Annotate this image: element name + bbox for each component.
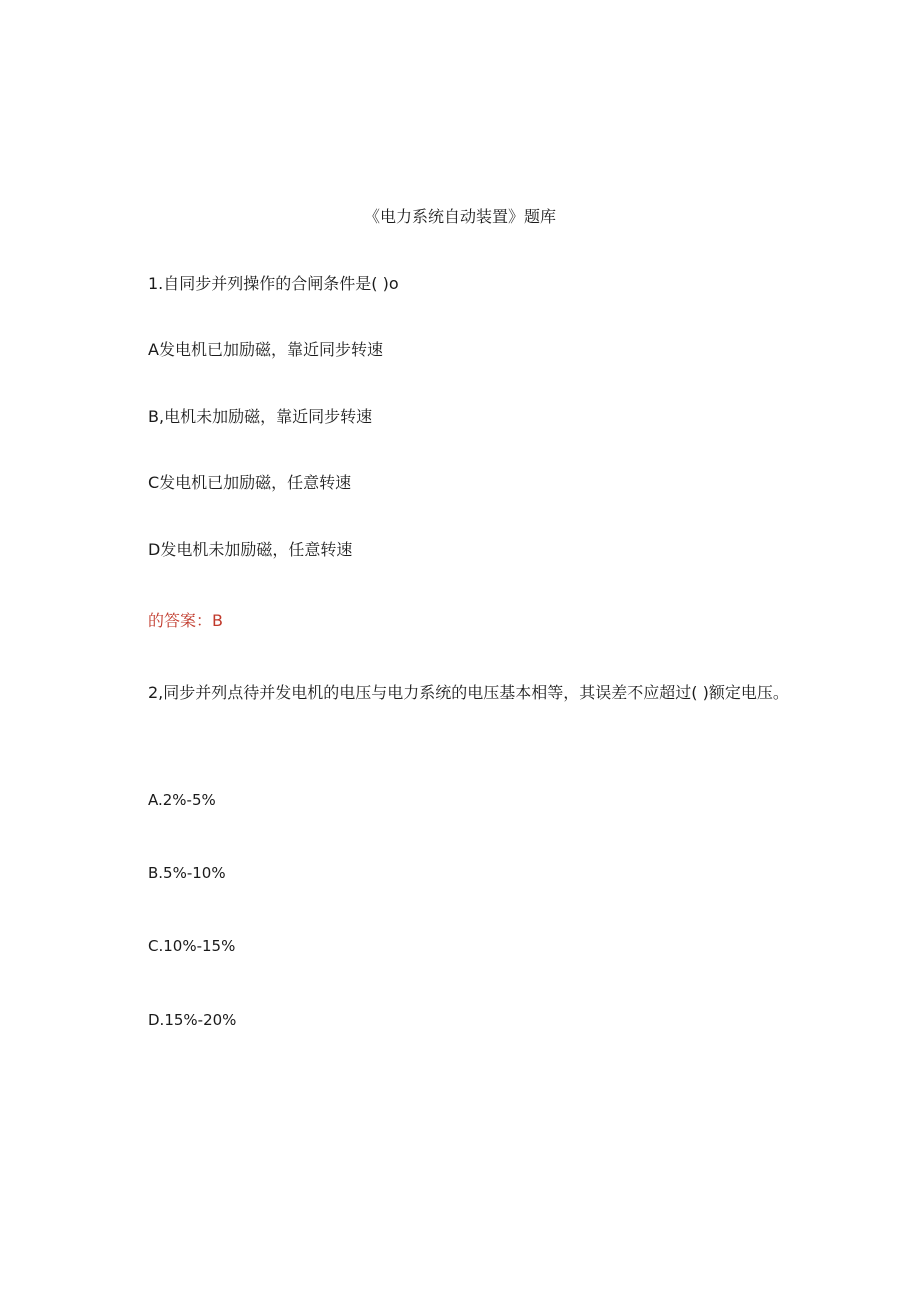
question-2-option-c: C.10%-15%	[148, 937, 236, 955]
document-title: 《电力系统自动装置》题库	[363, 207, 556, 226]
question-1-stem: 1.自同步并列操作的合闸条件是( )o	[148, 274, 399, 293]
question-1-option-d: D发电机未加励磁，任意转速	[148, 540, 353, 559]
question-2-option-a: A.2%-5%	[148, 791, 216, 809]
question-1-answer: 的答案：B	[148, 611, 223, 630]
question-2-option-b: B.5%-10%	[148, 864, 226, 882]
question-2-option-d: D.15%-20%	[148, 1011, 237, 1029]
question-1-option-c: C发电机已加励磁，任意转速	[148, 473, 352, 492]
question-1-option-b: B,电机未加励磁，靠近同步转速	[148, 407, 373, 426]
question-1-option-a: A发电机已加励磁，靠近同步转速	[148, 340, 383, 359]
question-2-stem: 2,同步并列点待并发电机的电压与电力系统的电压基本相等，其误差不应超过( )额定电压。	[148, 683, 789, 702]
